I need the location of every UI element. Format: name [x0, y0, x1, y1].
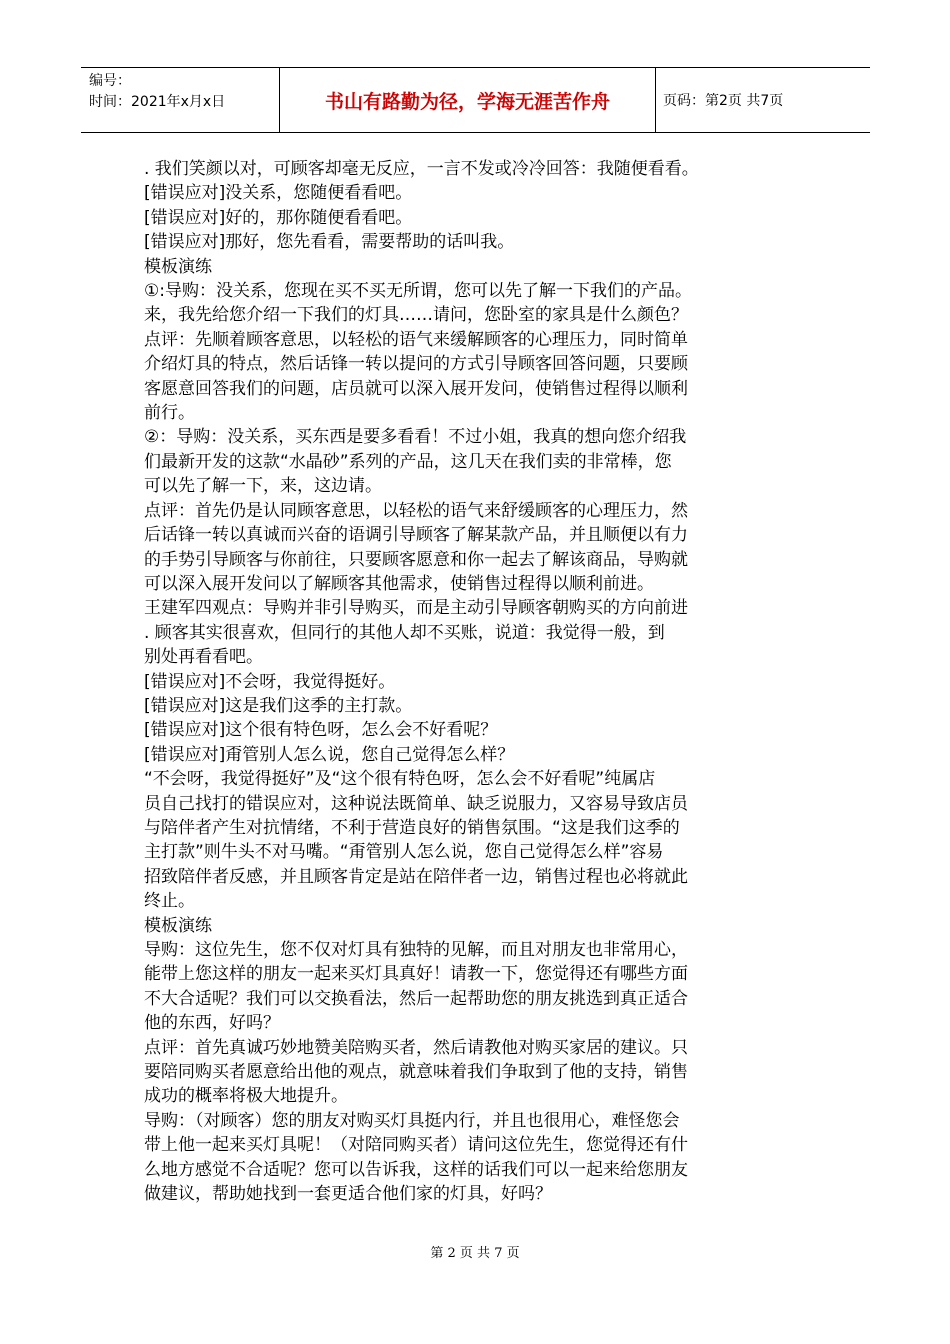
body-line: 可以先了解一下，来，这边请。: [144, 476, 382, 497]
body-line: 么地方感觉不合适呢？您可以告诉我，这样的话我们可以一起来给您朋友: [144, 1159, 688, 1180]
body-line: 带上他一起来买灯具呢！（对陪同购买者）请问这位先生，您觉得还有什: [144, 1135, 688, 1156]
body-line: [错误应对]这是我们这季的主打款。: [144, 695, 413, 716]
body-line: 可以深入展开发问以了解顾客其他需求，使销售过程得以顺利前进。: [144, 573, 654, 594]
body-line: [错误应对]这个很有特色呀，怎么会不好看呢？: [144, 720, 498, 741]
body-line: [错误应对]没关系，您随便看看吧。: [144, 183, 413, 204]
body-line: ①:导购：没关系，您现在买不买无所谓，您可以先了解一下我们的产品。: [144, 281, 692, 302]
body-line: 终止。: [144, 891, 195, 912]
body-line: ②：导购：没关系，买东西是要多看看！不过小姐，我真的想向您介绍我: [144, 427, 687, 448]
body-line: 别处再看看吧。: [144, 647, 263, 668]
body-line: 点评：首先仍是认同顾客意思，以轻松的语气来舒缓顾客的心理压力，然: [144, 500, 688, 521]
body-line: . 顾客其实很喜欢，但同行的其他人却不买账，说道：我觉得一般，到: [144, 622, 665, 643]
body-line: 要陪同购买者愿意给出他的观点，就意味着我们争取到了他的支持，销售: [144, 1062, 688, 1083]
body-line: 导购：这位先生，您不仅对灯具有独特的见解，而且对朋友也非常用心，: [144, 940, 688, 960]
body-line: 与陪伴者产生对抗情绪，不利于营造良好的销售氛围。“这是我们这季的: [144, 817, 680, 838]
body-line: 模板演练: [144, 256, 212, 277]
body-line: 他的东西，好吗？: [144, 1013, 280, 1034]
body-line: 主打款”则牛头不对马嘴。“甭管别人怎么说，您自己觉得怎么样”容易: [144, 842, 664, 863]
body-line: 后话锋一转以真诚而兴奋的语调引导顾客了解某款产品，并且顺便以有力: [144, 525, 688, 546]
body-line: 客愿意回答我们的问题，店员就可以深入展开发问，使销售过程得以顺利: [144, 378, 688, 399]
header-meta: [89, 71, 225, 113]
body-line: [错误应对]那好，您先看看，需要帮助的话叫我。: [144, 232, 515, 253]
body-line: 们最新开发的这款“水晶砂”系列的产品，这几天在我们卖的非常棒，您: [144, 451, 672, 472]
document-body: [144, 157, 824, 1206]
body-line: 成功的概率将极大地提升。: [144, 1086, 348, 1107]
page-footer: 第 2 页 共 7 页: [430, 1246, 520, 1261]
page-header: [81, 67, 870, 133]
body-line: [错误应对]不会呀，我觉得挺好。: [144, 671, 396, 692]
body-line: 的手势引导顾客与你前往，只要顾客愿意和你一起去了解该商品，导购就: [144, 549, 688, 570]
body-line: . 我们笑颜以对，可顾客却毫无反应，一言不发或冷冷回答：我随便看看。: [144, 159, 699, 179]
body-line: 导购：（对顾客）您的朋友对购买灯具挺内行，并且也很用心，难怪您会: [144, 1110, 680, 1131]
body-line: 模板演练: [144, 915, 212, 936]
body-line: 做建议，帮助她找到一套更适合他们家的灯具，好吗？: [144, 1184, 552, 1205]
body-line: 介绍灯具的特点，然后话锋一转以提问的方式引导顾客回答问题，只要顾: [144, 354, 688, 375]
body-line: 前行。: [144, 403, 195, 424]
header-motto: 书山有路勤为径，学海无涯苦作舟: [324, 90, 610, 113]
body-line: 王建军四观点：导购并非引导购买，而是主动引导顾客朝购买的方向前进: [144, 598, 688, 619]
body-line: 能带上您这样的朋友一起来买灯具真好！请教一下，您觉得还有哪些方面: [144, 964, 688, 985]
body-line: 点评：首先真诚巧妙地赞美陪购买者，然后请教他对购买家居的建议。只: [144, 1037, 688, 1058]
body-line: 不大合适呢？我们可以交换看法，然后一起帮助您的朋友挑选到真正适合: [144, 988, 688, 1009]
body-line: 点评：先顺着顾客意思，以轻松的语气来缓解顾客的心理压力，同时简单: [144, 329, 688, 350]
body-line: 员自己找打的错误应对，这种说法既简单、缺乏说服力，又容易导致店员: [144, 793, 688, 814]
body-line: 来，我先给您介绍一下我们的灯具……请问，您卧室的家具是什么颜色？: [144, 305, 688, 326]
header-page-label: 页码：第2页 共7页: [663, 93, 784, 109]
header-date-label: 时间：2021年x月x日: [89, 94, 226, 110]
header-code-label: 编号：: [89, 73, 131, 89]
body-line: [错误应对]甭管别人怎么说，您自己觉得怎么样？: [144, 744, 515, 765]
body-line: “不会呀，我觉得挺好”及“这个很有特色呀，怎么会不好看呢”纯属店: [144, 769, 656, 790]
body-line: 招致陪伴者反感，并且顾客肯定是站在陪伴者一边，销售过程也必将就此: [144, 866, 688, 887]
header-divider-right: [655, 67, 656, 133]
body-line: [错误应对]好的，那你随便看看吧。: [144, 207, 413, 228]
